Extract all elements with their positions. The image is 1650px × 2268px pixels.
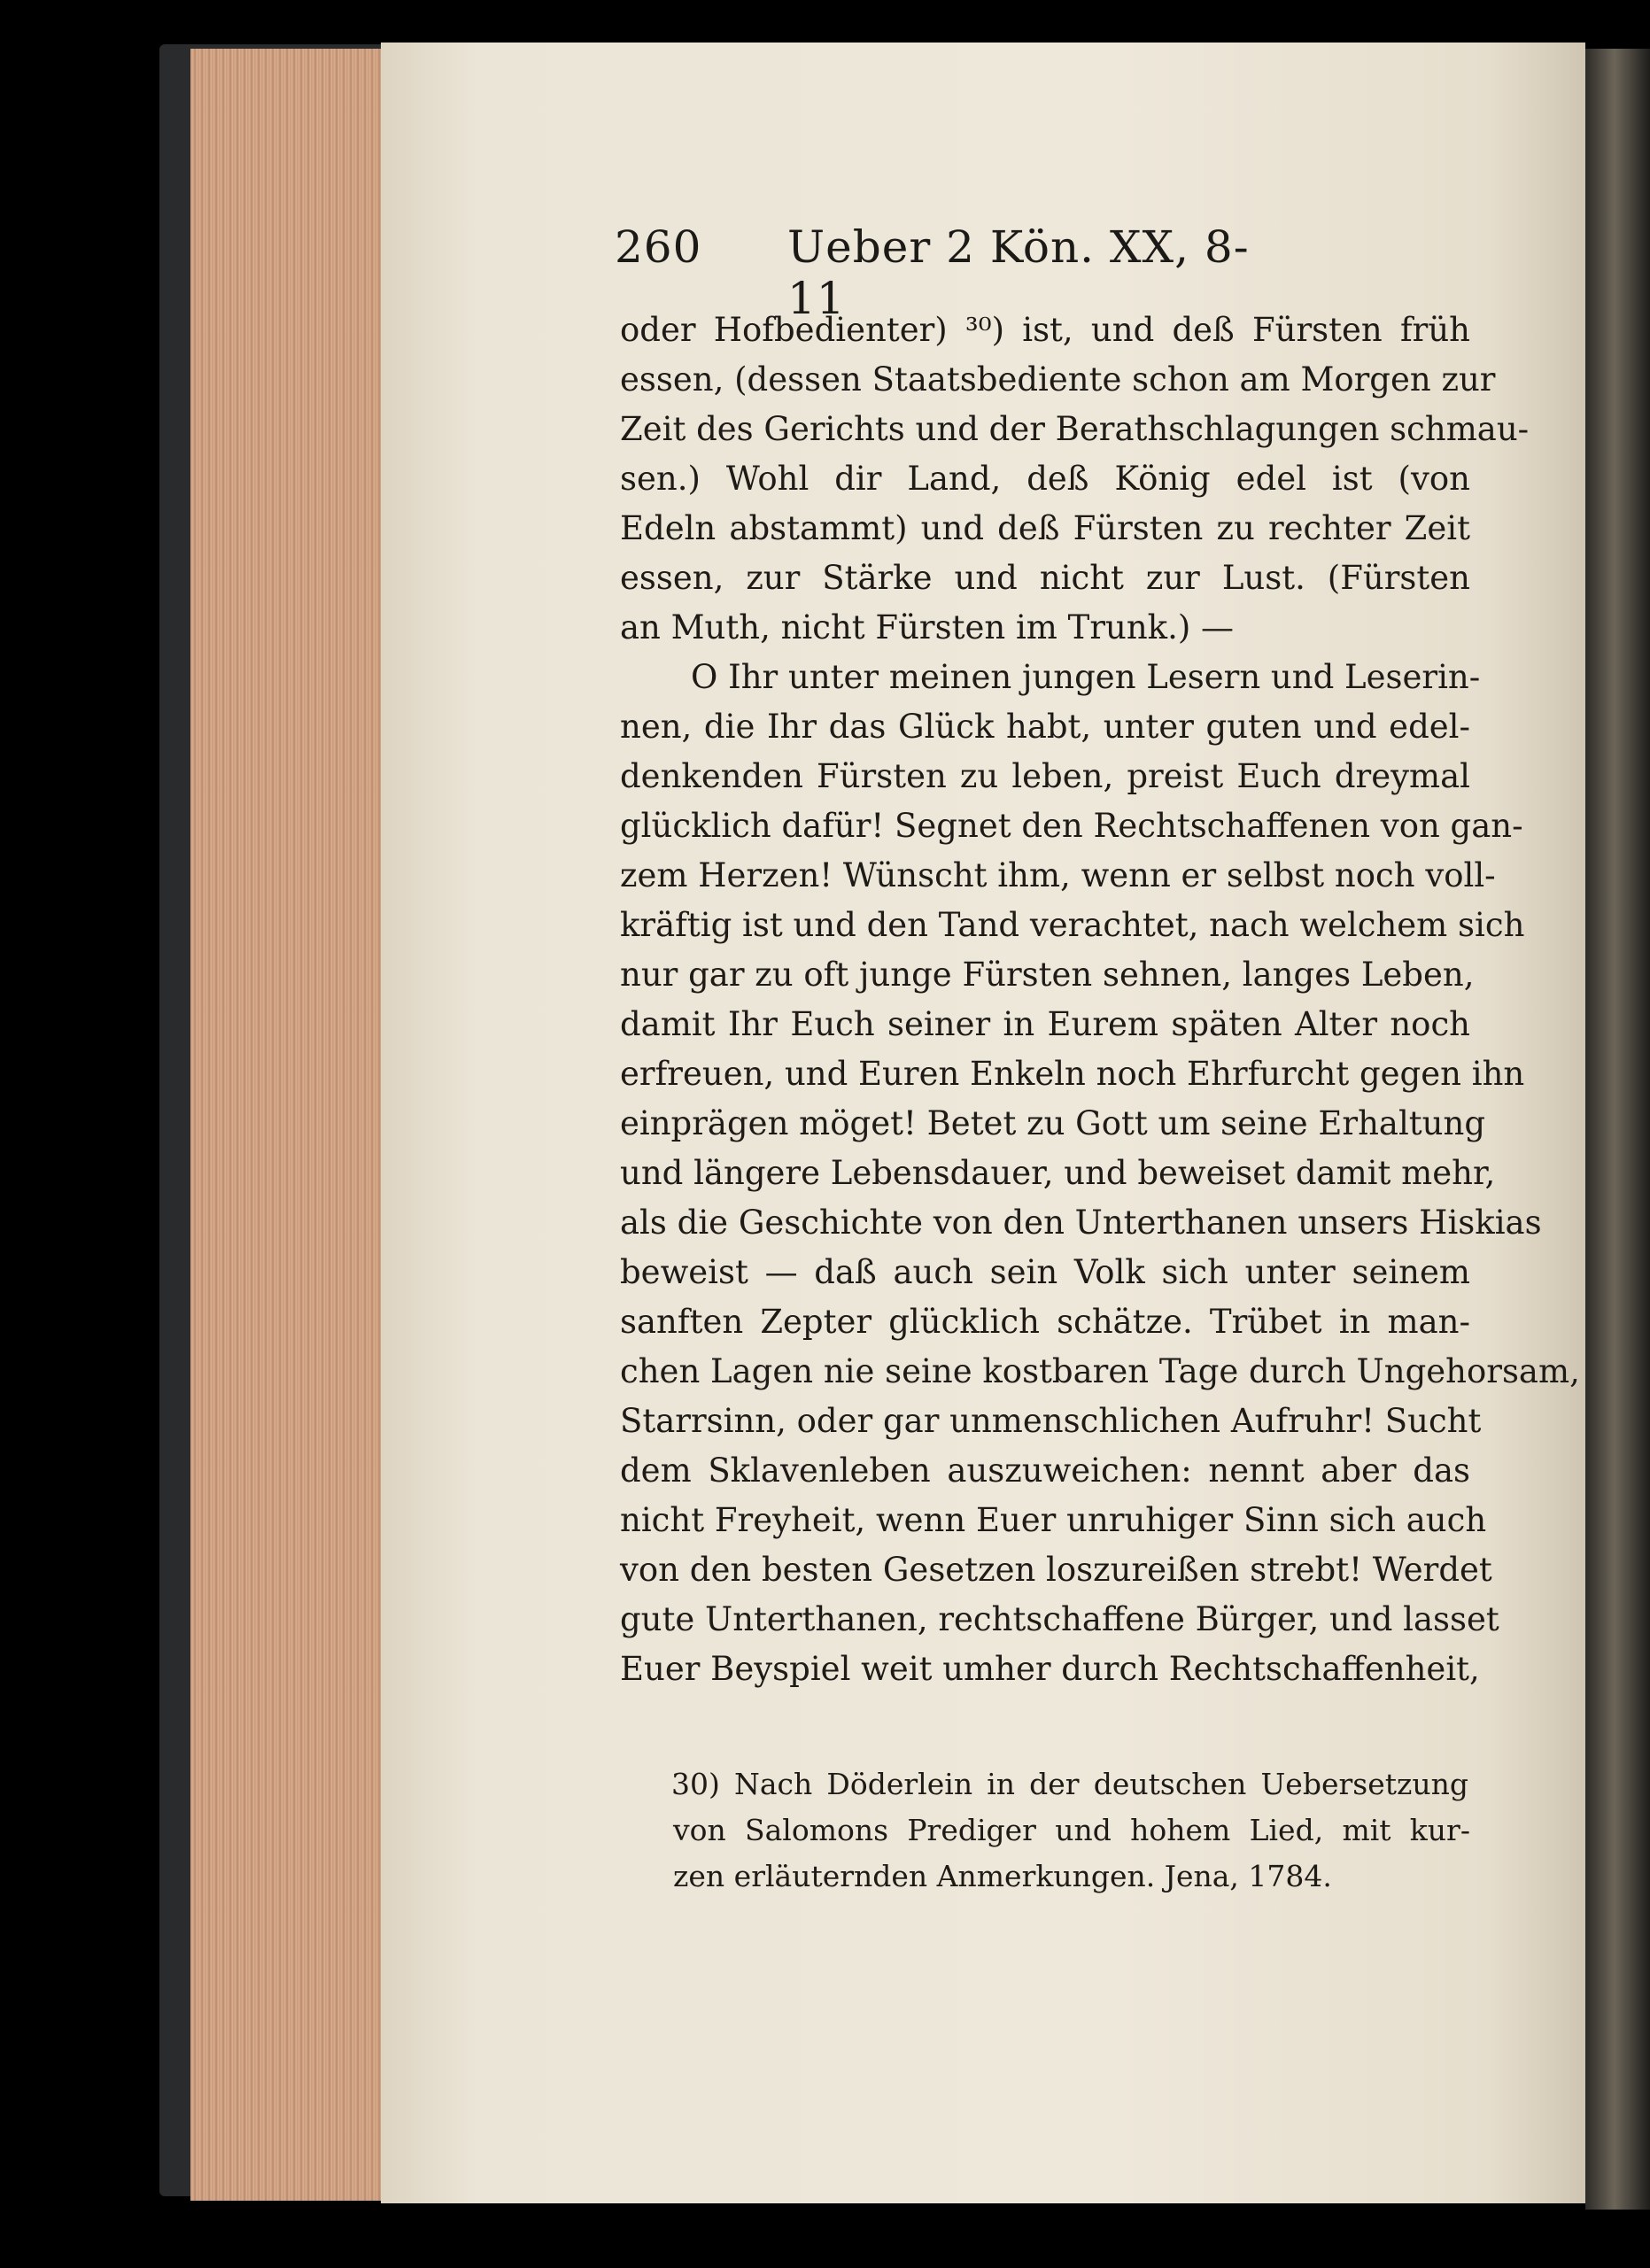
text-line: dem Sklavenleben auszuweichen: nennt aber das [620, 1451, 1470, 1490]
text-line: gute Unterthanen, rechtschaffene Bürger, und lasset [620, 1600, 1499, 1638]
footnote-line: zen erläuternden Anmerkungen. Jena, 1784. [673, 1859, 1332, 1893]
text-line: chen Lagen nie seine kostbaren Tage durch Ungehorsam, [620, 1352, 1580, 1390]
text-line: als die Geschichte von den Unterthanen unsers Hiskias [620, 1204, 1542, 1242]
page-stack [190, 49, 381, 2201]
text-line: essen, (dessen Staatsbediente schon am Morgen zur [620, 360, 1496, 399]
text-line: denkenden Fürsten zu leben, preist Euch dreymal [620, 757, 1470, 795]
text-line: Euer Beyspiel weit umher durch Rechtschaffenheit, [620, 1650, 1480, 1688]
page-fore-edge [1585, 49, 1650, 2210]
text-line: sanften Zepter glücklich schätze. Trübet in man- [620, 1303, 1470, 1341]
footnote-line: 30) Nach Döderlein in der deutschen Uebersetzung [671, 1767, 1468, 1801]
text-line: damit Ihr Euch seiner in Eurem späten Alter noch [620, 1005, 1470, 1043]
text-line: zem Herzen! Wünscht ihm, wenn er selbst noch voll- [620, 856, 1496, 894]
text-line: erfreuen, und Euren Enkeln noch Ehrfurcht gegen ihn [620, 1055, 1525, 1093]
text-line: Edeln abstammt) und deß Fürsten zu rechter Zeit [620, 509, 1470, 547]
text-line: O Ihr unter meinen jungen Lesern und Leserin- [691, 658, 1481, 696]
text-line: nicht Freyheit, wenn Euer unruhiger Sinn sich auch [620, 1501, 1487, 1539]
text-line: Zeit des Gerichts und der Berathschlagungen schmau- [620, 410, 1530, 448]
text-line: nen, die Ihr das Glück habt, unter guten und edel- [620, 708, 1470, 746]
text-line: oder Hofbedienter) ³⁰) ist, und deß Fürsten früh [620, 311, 1470, 349]
text-line: kräftig ist und den Tand verachtet, nach welchem sich [620, 906, 1525, 944]
text-line: beweist — daß auch sein Volk sich unter seinem [620, 1253, 1470, 1291]
footnote-line: von Salomons Prediger und hohem Lied, mit kur- [673, 1813, 1470, 1847]
text-line: sen.) Wohl dir Land, deß König edel ist (von [620, 460, 1470, 498]
page-number: 260 [615, 221, 702, 273]
running-title: Ueber 2 Kön. XX, 8-11 [787, 221, 1250, 324]
text-line: essen, zur Stärke und nicht zur Lust. (Fürsten [620, 559, 1470, 597]
text-line: Starrsinn, oder gar unmenschlichen Aufruhr! Sucht [620, 1402, 1482, 1440]
text-line: nur gar zu oft junge Fürsten sehnen, langes Leben, [620, 956, 1475, 994]
text-line: und längere Lebensdauer, und beweiset damit mehr, [620, 1154, 1496, 1192]
text-line: an Muth, nicht Fürsten im Trunk.) — [620, 608, 1235, 646]
text-line: von den besten Gesetzen loszureißen strebt! Werdet [620, 1551, 1492, 1589]
text-line: glücklich dafür! Segnet den Rechtschaffenen von gan- [620, 807, 1523, 845]
text-line: einprägen möget! Betet zu Gott um seine Erhaltung [620, 1104, 1486, 1142]
running-head [615, 221, 1288, 324]
